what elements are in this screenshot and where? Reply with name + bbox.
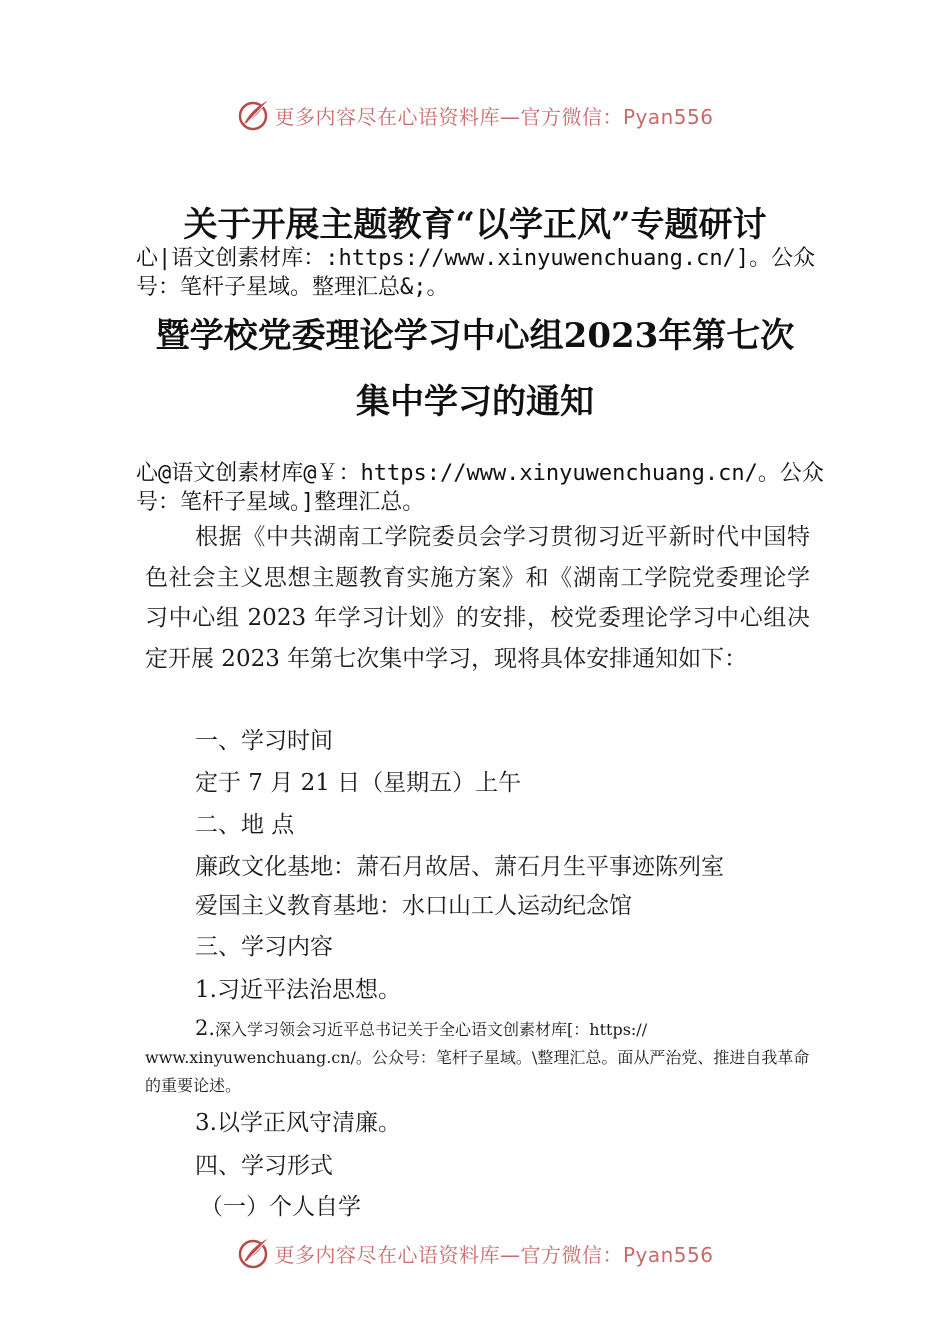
place-line-1: 廉政文化基地：萧石月故居、萧石月生平事迹陈列室 xyxy=(195,854,724,880)
content-item-3: 3.以学正风守清廉。 xyxy=(195,1110,401,1136)
document-title-line-3: 集中学习的通知 xyxy=(356,382,594,422)
content-item-2 xyxy=(145,1014,810,1100)
content-item-1: 1.习近平法治思想。 xyxy=(195,977,401,1003)
source-watermark-1: 心|语文创素材库：:https://www.xinyuwenchuang.cn/]。公众号：笔杆子星域。整理汇总&;。 xyxy=(136,246,816,300)
intro-paragraph: 根据《中共湖南工学院委员会学习贯彻习近平新时代中国特色社会主义思想主题教育实施方案》和《湖南工学院党委理论学习中心组 2023 年学习计划》的安排，校党委理论学习中心组决定开展 2023 年第七次集中学习，现将具体安排通知如下： xyxy=(145,524,810,672)
section-heading-content: 三、学习内容 xyxy=(195,934,333,960)
section-text-time: 定于 7 月 21 日（星期五）上午 xyxy=(195,770,522,796)
document-title-line-2: 暨学校党委理论学习中心组2023年第七次 xyxy=(155,316,795,356)
quill-seal-icon xyxy=(236,98,270,132)
section-heading-place: 二、地 点 xyxy=(195,812,295,838)
content-item-2-text-a: 深入学习领会习近平总书记关于全心语文创素材库[：https:// xyxy=(215,1020,648,1039)
place-line-2: 爱国主义教育基地：水口山工人运动纪念馆 xyxy=(195,893,632,919)
section-heading-time: 一、学习时间 xyxy=(195,728,333,754)
banner-text: 更多内容尽在心语资料库—官方微信：Pyan556 xyxy=(274,104,714,129)
content-item-2-text-b: www.xinyuwenchuang.cn/。公众号：笔杆子星域。\整理汇总。面从严治党、推进自我革命的重要论述。 xyxy=(145,1048,810,1095)
source-watermark-2: 心@语文创素材库@￥：https://www.xinyuwenchuang.cn/。公众号：笔杆子星域。]整理汇总。 xyxy=(136,461,824,515)
footer-banner xyxy=(0,1233,950,1273)
banner-text: 更多内容尽在心语资料库—官方微信：Pyan556 xyxy=(274,1242,714,1267)
header-banner xyxy=(0,95,950,135)
content-item-2-number: 2. xyxy=(195,1016,216,1040)
quill-seal-icon xyxy=(236,1236,270,1270)
section-heading-form: 四、学习形式 xyxy=(195,1153,333,1179)
form-sub-1: （一）个人自学 xyxy=(200,1194,361,1220)
document-title-line-1: 关于开展主题教育“以学正风”专题研讨 xyxy=(183,205,767,245)
